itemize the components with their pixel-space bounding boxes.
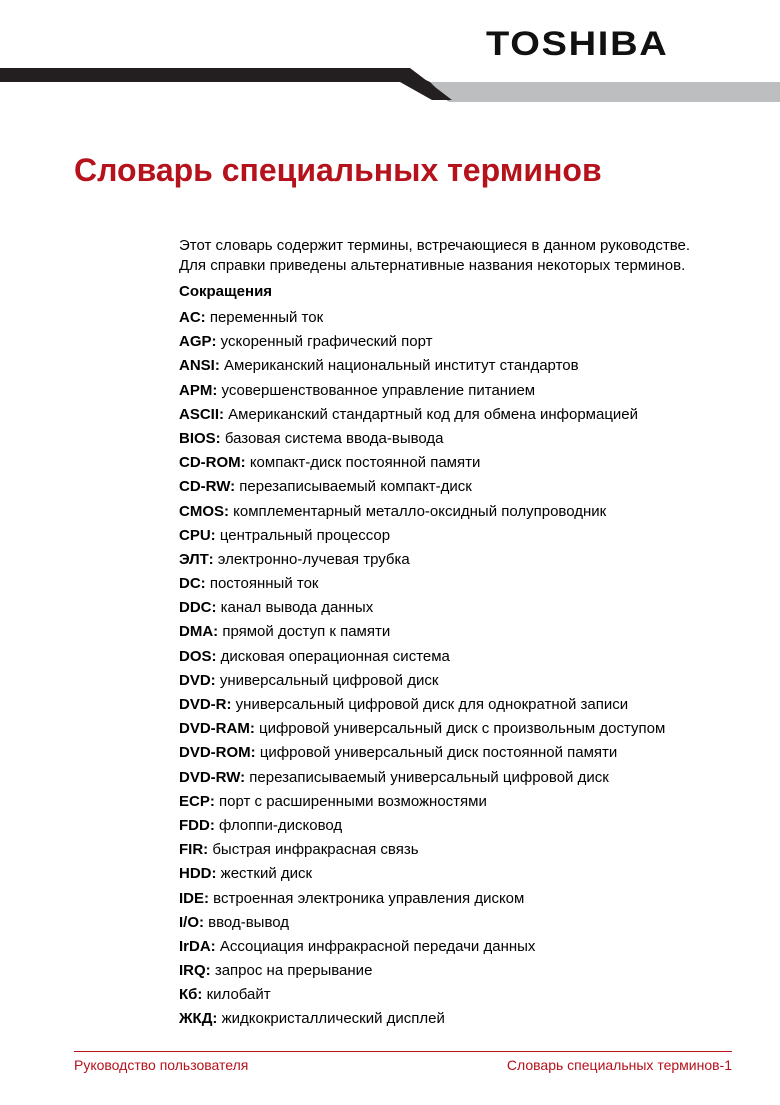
glossary-term: ЭЛТ: (179, 550, 214, 568)
glossary-entry (179, 403, 759, 427)
glossary-definition: универсальный цифровой диск (215, 671, 439, 689)
glossary-entry (179, 500, 759, 524)
glossary-entry (179, 620, 759, 644)
glossary-term: ЖКД: (179, 1010, 218, 1028)
glossary-term: FDD: (179, 816, 215, 834)
glossary-term: FIR: (179, 841, 209, 859)
glossary-term: DVD-RW: (179, 768, 246, 786)
glossary-term: DMA: (179, 623, 219, 641)
glossary-entry (179, 596, 759, 620)
intro-line-2: Для справки приведены альтернативные названия некоторых терминов. (179, 257, 686, 274)
glossary-entry (179, 548, 759, 572)
glossary-definition: цифровой универсальный диск с произвольным доступом (254, 720, 666, 738)
glossary-definition: универсальный цифровой диск для однократной записи (231, 696, 629, 713)
glossary-entry (179, 330, 759, 354)
glossary-definition: запрос на прерывание (210, 962, 373, 980)
glossary-entry (179, 693, 759, 717)
glossary-entry (179, 935, 759, 959)
footer-page-label: Словарь специальных терминов-1 (506, 1057, 732, 1073)
glossary-entry (179, 524, 759, 548)
glossary-entry (179, 983, 759, 1007)
glossary-term: AC: (179, 309, 206, 326)
glossary-term: CMOS: (179, 502, 229, 520)
glossary-term: CD-ROM: (179, 454, 246, 472)
glossary-definition: базовая система ввода-вывода (220, 429, 444, 447)
glossary-definition: быстрая инфракрасная связь (208, 841, 419, 859)
glossary-entry (179, 379, 759, 403)
glossary-term: DDC: (179, 599, 217, 617)
glossary-term: IRQ: (179, 962, 211, 980)
glossary-definition: прямой доступ к памяти (218, 623, 391, 641)
glossary-term: ECP: (179, 792, 215, 810)
glossary-term: AGP: (179, 333, 217, 351)
glossary-definition: перезаписываемый компакт-диск (235, 478, 472, 496)
glossary-entry (179, 814, 759, 838)
glossary-term: ASCII: (179, 405, 224, 423)
glossary-definition: переменный ток (205, 309, 324, 326)
glossary-definition: порт с расширенными возможностями (214, 792, 487, 810)
glossary-entry (179, 572, 759, 596)
glossary-definition: канал вывода данных (216, 599, 374, 617)
footer-divider (74, 1051, 732, 1052)
glossary-term: CD-RW: (179, 478, 236, 496)
glossary-entry (179, 790, 759, 814)
glossary-term: IrDA: (179, 937, 216, 955)
glossary-entry (179, 1007, 759, 1031)
glossary-entry (179, 741, 759, 765)
glossary-entry (179, 717, 759, 741)
glossary-entry (179, 959, 759, 983)
glossary-entry (179, 427, 759, 451)
glossary-definition: ускоренный графический порт (216, 333, 433, 351)
glossary-term: ANSI: (179, 357, 220, 375)
glossary-entry (179, 838, 759, 862)
header-band-dark-join (0, 68, 452, 100)
glossary-entry (179, 306, 759, 330)
glossary-definition: жесткий диск (216, 865, 313, 883)
page-title: Словарь специальных терминов (74, 152, 602, 188)
glossary-list (179, 306, 759, 1032)
glossary-entry (179, 475, 759, 499)
glossary-entry (179, 887, 759, 911)
glossary-term: APM: (179, 381, 218, 399)
footer-manual-title: Руководство пользователя (74, 1057, 249, 1073)
glossary-definition: постоянный ток (205, 575, 319, 593)
glossary-term: CPU: (179, 526, 216, 544)
glossary-definition: Американский национальный институт стандартов (219, 357, 579, 375)
glossary-entry (179, 451, 759, 475)
glossary-term: DVD: (179, 671, 216, 689)
glossary-entry (179, 669, 759, 693)
glossary-term: I/O: (179, 913, 204, 931)
toshiba-logo: TOSHIBA (486, 25, 669, 63)
glossary-definition: Ассоциация инфракрасной передачи данных (215, 937, 536, 955)
intro-line-1: Этот словарь содержит термины, встречающиеся в данном руководстве. (179, 237, 691, 254)
glossary-entry (179, 862, 759, 886)
glossary-entry (179, 354, 759, 378)
glossary-entry (179, 645, 759, 669)
glossary-term: DVD-ROM: (179, 744, 256, 762)
glossary-term: Кб: (179, 986, 203, 1004)
section-heading-abbreviations: Сокращения (179, 283, 273, 300)
glossary-definition: цифровой универсальный диск постоянной памяти (255, 744, 618, 762)
glossary-term: BIOS: (179, 429, 221, 447)
glossary-term: DVD-R: (179, 696, 232, 713)
glossary-definition: компакт-диск постоянной памяти (245, 454, 481, 472)
glossary-definition: дисковая операционная система (216, 647, 450, 665)
glossary-term: DOS: (179, 647, 217, 665)
glossary-term: IDE: (179, 889, 209, 907)
glossary-definition: флоппи-дисковод (214, 816, 343, 834)
glossary-term: DC: (179, 575, 206, 593)
glossary-definition: усовершенствованное управление питанием (217, 381, 536, 399)
glossary-definition: Американский стандартный код для обмена информацией (224, 405, 639, 423)
glossary-definition: центральный процессор (215, 526, 391, 544)
glossary-definition: встроенная электроника управления диском (209, 889, 525, 907)
glossary-term: HDD: (179, 865, 217, 883)
glossary-definition: электронно-лучевая трубка (213, 550, 410, 568)
glossary-definition: жидкокристаллический дисплей (217, 1010, 445, 1028)
glossary-definition: килобайт (202, 986, 271, 1004)
header-band-gray (420, 82, 780, 102)
glossary-definition: перезаписываемый универсальный цифровой диск (245, 768, 609, 786)
glossary-definition: комплементарный металло-оксидный полупроводник (229, 502, 607, 520)
glossary-entry (179, 911, 759, 935)
glossary-content (179, 236, 759, 1032)
glossary-definition: ввод-вывод (204, 913, 290, 931)
header-band (0, 68, 780, 102)
glossary-term: DVD-RAM: (179, 720, 255, 738)
glossary-entry (179, 766, 759, 790)
